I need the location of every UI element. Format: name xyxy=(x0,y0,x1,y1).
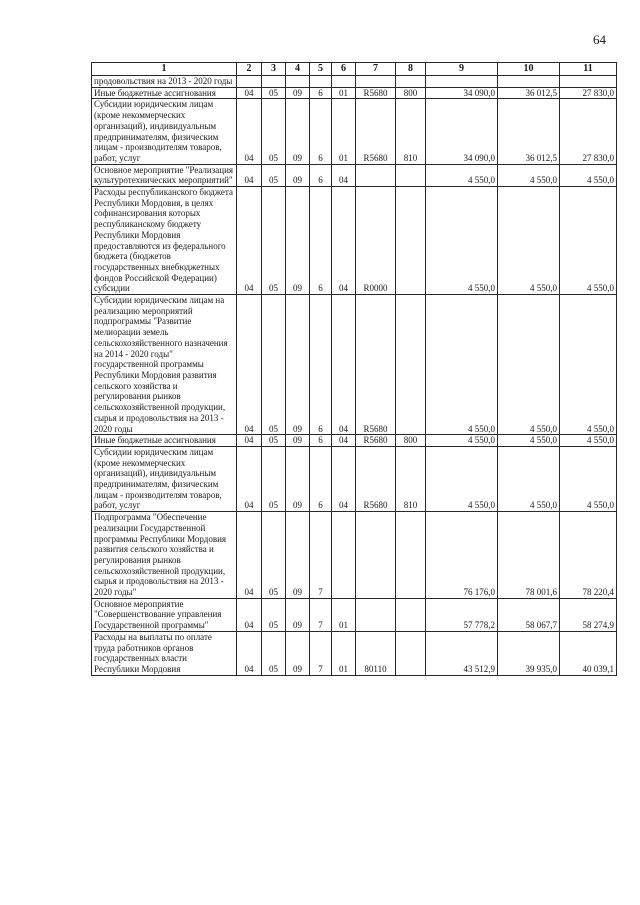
cell-code: 09 xyxy=(286,295,310,435)
cell-code: 05 xyxy=(262,187,286,295)
cell-amount xyxy=(426,76,498,88)
cell-amount: 4 550,0 xyxy=(560,164,617,186)
header-row xyxy=(92,63,617,76)
cell-amount: 78 220,4 xyxy=(560,512,617,599)
cell-name: Расходы на выплаты по оплате труда работников органов государственных власти Республики Мордовия xyxy=(92,631,237,675)
cell-code: 6 xyxy=(310,446,332,511)
cell-amount: 43 512,9 xyxy=(426,631,498,675)
cell-code xyxy=(396,631,426,675)
cell-amount xyxy=(498,76,560,88)
cell-code: 04 xyxy=(237,87,262,99)
cell-name: Подпрограмма "Обеспечение реализации Государственной программы Республики Мордовия развития сельского хозяйства и регулирования рынков сельскохозяйственной продукции, сырья и продовольствия на 2013 - 2020 годы" xyxy=(92,512,237,599)
cell-amount: 4 550,0 xyxy=(560,187,617,295)
cell-amount: 4 550,0 xyxy=(426,446,498,511)
cell-code: 01 xyxy=(332,598,356,631)
cell-code: 6 xyxy=(310,295,332,435)
cell-code xyxy=(332,76,356,88)
cell-code: 80110 xyxy=(356,631,396,675)
col-header-8: 8 xyxy=(396,63,426,76)
cell-name: Иные бюджетные ассигнования xyxy=(92,87,237,99)
col-header-4: 4 xyxy=(286,63,310,76)
table-row xyxy=(92,187,617,295)
cell-code: 09 xyxy=(286,631,310,675)
cell-code: 04 xyxy=(332,435,356,447)
table-row xyxy=(92,512,617,599)
table-row xyxy=(92,99,617,164)
cell-code xyxy=(356,598,396,631)
cell-code xyxy=(396,512,426,599)
cell-name: Основное мероприятие "Реализация культуротехнических мероприятий" xyxy=(92,164,237,186)
cell-amount: 4 550,0 xyxy=(426,164,498,186)
table-row xyxy=(92,631,617,675)
cell-code: 7 xyxy=(310,598,332,631)
cell-code xyxy=(356,76,396,88)
cell-amount: 4 550,0 xyxy=(560,446,617,511)
table-row xyxy=(92,435,617,447)
cell-code: 09 xyxy=(286,598,310,631)
cell-code: 05 xyxy=(262,295,286,435)
cell-code: 04 xyxy=(237,295,262,435)
cell-code: 05 xyxy=(262,512,286,599)
cell-code: 04 xyxy=(237,164,262,186)
cell-code: 04 xyxy=(237,99,262,164)
cell-code: 05 xyxy=(262,446,286,511)
col-header-7: 7 xyxy=(356,63,396,76)
cell-amount: 78 001,6 xyxy=(498,512,560,599)
cell-code: 810 xyxy=(396,99,426,164)
cell-amount: 34 090,0 xyxy=(426,87,498,99)
cell-code: 05 xyxy=(262,435,286,447)
cell-code: 04 xyxy=(237,187,262,295)
cell-name: Субсидии юридическим лицам (кроме некоммерческих организаций), индивидуальным предпринимателям, физическим лицам - производителям товаров, работ, услуг xyxy=(92,99,237,164)
cell-code: 04 xyxy=(332,187,356,295)
cell-amount: 36 012,5 xyxy=(498,87,560,99)
cell-amount: 4 550,0 xyxy=(498,295,560,435)
cell-code: 05 xyxy=(262,99,286,164)
cell-amount: 40 039,1 xyxy=(560,631,617,675)
col-header-1: 1 xyxy=(92,63,237,76)
cell-name: Субсидии юридическим лицам на реализацию мероприятий подпрограммы "Развитие мелиорации земель сельскохозяйственного назначения на 2014 - 2020 годы" государственной программы Республики Мордовия развития сельского хозяйства и регулирования рынков сельскохозяйственной продукции, сырья и продовольствия на 2013 - 2020 годы xyxy=(92,295,237,435)
table-row xyxy=(92,164,617,186)
cell-code xyxy=(356,164,396,186)
cell-code: 01 xyxy=(332,87,356,99)
cell-code: 6 xyxy=(310,187,332,295)
cell-code: R5680 xyxy=(356,435,396,447)
table-row xyxy=(92,295,617,435)
cell-code: 09 xyxy=(286,435,310,447)
cell-code: 6 xyxy=(310,87,332,99)
cell-code: 800 xyxy=(396,87,426,99)
cell-code: 6 xyxy=(310,435,332,447)
cell-code xyxy=(286,76,310,88)
cell-code: 01 xyxy=(332,99,356,164)
cell-code: 05 xyxy=(262,598,286,631)
cell-code xyxy=(396,76,426,88)
cell-code xyxy=(356,512,396,599)
cell-code: 09 xyxy=(286,446,310,511)
cell-amount: 4 550,0 xyxy=(560,435,617,447)
cell-code: 04 xyxy=(237,512,262,599)
cell-code: 7 xyxy=(310,512,332,599)
cell-code: 04 xyxy=(237,446,262,511)
cell-code: 04 xyxy=(332,295,356,435)
cell-amount: 4 550,0 xyxy=(426,435,498,447)
table-row xyxy=(92,598,617,631)
cell-code: R0000 xyxy=(356,187,396,295)
cell-amount: 4 550,0 xyxy=(498,187,560,295)
table-row xyxy=(92,87,617,99)
cell-code: 04 xyxy=(332,446,356,511)
cell-code: R5680 xyxy=(356,446,396,511)
cell-amount: 36 012,5 xyxy=(498,99,560,164)
col-header-9: 9 xyxy=(426,63,498,76)
cell-amount: 58 067,7 xyxy=(498,598,560,631)
cell-amount: 58 274,9 xyxy=(560,598,617,631)
col-header-5: 5 xyxy=(310,63,332,76)
table-row xyxy=(92,446,617,511)
cell-code: 04 xyxy=(237,598,262,631)
cell-code xyxy=(396,295,426,435)
cell-code: 01 xyxy=(332,631,356,675)
cell-name: продовольствия на 2013 - 2020 годы xyxy=(92,76,237,88)
cell-code xyxy=(262,76,286,88)
col-header-3: 3 xyxy=(262,63,286,76)
col-header-6: 6 xyxy=(332,63,356,76)
cell-code xyxy=(396,164,426,186)
cell-amount: 39 935,0 xyxy=(498,631,560,675)
cell-code: 09 xyxy=(286,164,310,186)
col-header-2: 2 xyxy=(237,63,262,76)
cell-code: 7 xyxy=(310,631,332,675)
cell-amount: 4 550,0 xyxy=(426,295,498,435)
page-number: 64 xyxy=(593,32,606,47)
cell-code: 09 xyxy=(286,87,310,99)
cell-code xyxy=(332,512,356,599)
cell-amount: 4 550,0 xyxy=(426,187,498,295)
cell-code: 09 xyxy=(286,99,310,164)
cell-amount: 4 550,0 xyxy=(498,435,560,447)
cell-amount: 4 550,0 xyxy=(498,446,560,511)
cell-code: 09 xyxy=(286,187,310,295)
cell-code: 05 xyxy=(262,631,286,675)
cell-code xyxy=(310,76,332,88)
cell-code: R5680 xyxy=(356,295,396,435)
cell-code: 04 xyxy=(237,631,262,675)
col-header-11: 11 xyxy=(560,63,617,76)
cell-amount: 57 778,2 xyxy=(426,598,498,631)
cell-amount xyxy=(560,76,617,88)
cell-code: 04 xyxy=(237,435,262,447)
cell-code: 04 xyxy=(332,164,356,186)
cell-amount: 27 830,0 xyxy=(560,99,617,164)
cell-name: Субсидии юридическим лицам (кроме некоммерческих организаций), индивидуальным предпринимателям, физическим лицам - производителям товаров, работ, услуг xyxy=(92,446,237,511)
cell-amount: 4 550,0 xyxy=(498,164,560,186)
cell-code: 09 xyxy=(286,512,310,599)
cell-amount: 4 550,0 xyxy=(560,295,617,435)
cell-code xyxy=(237,76,262,88)
cell-name: Расходы республиканского бюджета Республики Мордовия, в целях софинансирования которых республиканскому бюджету Республики Мордовия предоставляются из федерального бюджета (бюджетов государственных внебюджетных фондов Российской Федерации) субсидии xyxy=(92,187,237,295)
cell-name: Иные бюджетные ассигнования xyxy=(92,435,237,447)
table-row xyxy=(92,76,617,88)
cell-code: 6 xyxy=(310,164,332,186)
cell-code: 800 xyxy=(396,435,426,447)
cell-amount: 76 176,0 xyxy=(426,512,498,599)
cell-name: Основное мероприятие "Совершенствование управления Государственной программы" xyxy=(92,598,237,631)
col-header-10: 10 xyxy=(498,63,560,76)
cell-code xyxy=(396,598,426,631)
cell-code: 05 xyxy=(262,87,286,99)
cell-amount: 27 830,0 xyxy=(560,87,617,99)
cell-amount: 34 090,0 xyxy=(426,99,498,164)
cell-code: R5680 xyxy=(356,87,396,99)
cell-code: 810 xyxy=(396,446,426,511)
cell-code: 6 xyxy=(310,99,332,164)
cell-code xyxy=(396,187,426,295)
cell-code: R5680 xyxy=(356,99,396,164)
budget-table xyxy=(91,62,617,676)
cell-code: 05 xyxy=(262,164,286,186)
